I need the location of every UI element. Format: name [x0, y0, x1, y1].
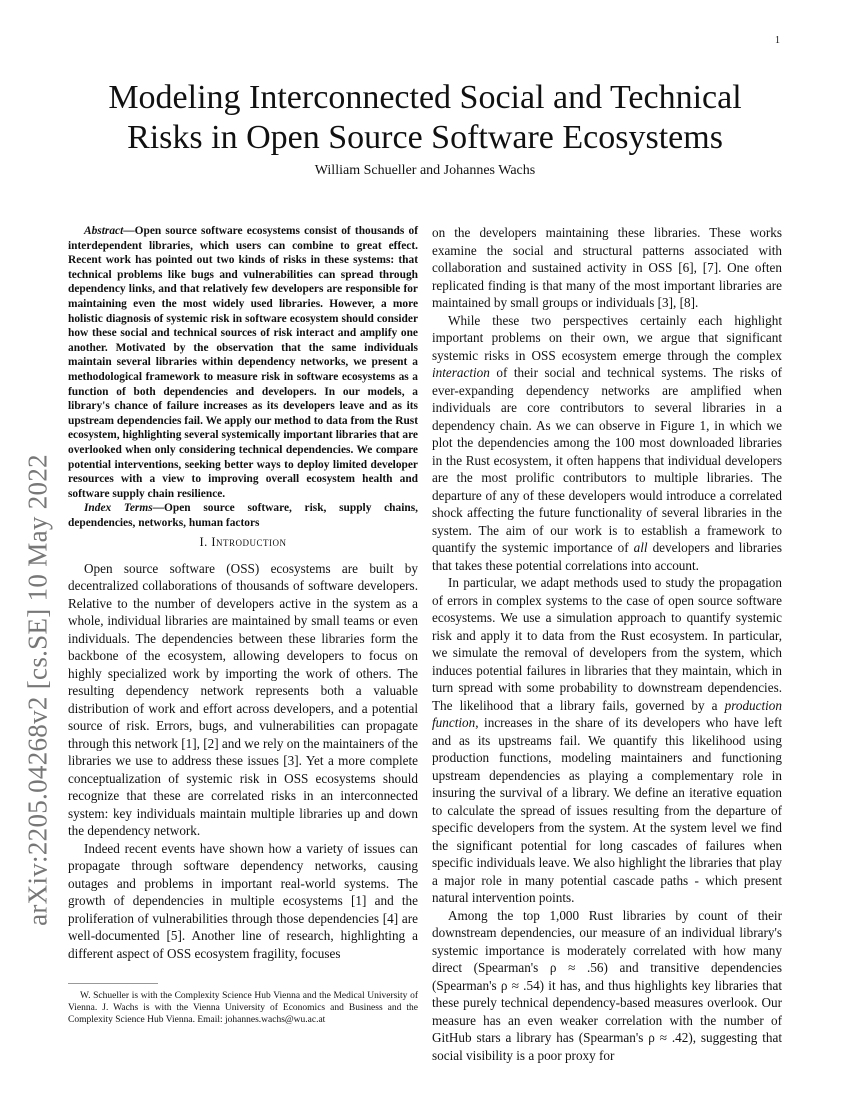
text-run: In particular, we adapt methods used to study the propagation of errors in complex systems to the case of open source software ecosystems. We use a simulation approach to quantify systemic risk and apply it to data from the Rust ecosystem. In particular, we simulate the removal of developers from the system, which induces potential failures in libraries that they maintain, which in turn spread with some probability to downstream dependencies. The likelihood that a library fails, governed by a	[432, 575, 782, 713]
paragraph: on the developers maintaining these libraries. These works examine the social and structural patterns associated with collaboration and sustained activity in OSS [6], [7]. One often replicated finding is that many of the most important libraries are maintained by small groups or individuals [3], [8].	[432, 225, 782, 310]
text-run: developers and libraries that takes these potential correlations into account.	[432, 540, 783, 573]
paragraph	[432, 574, 782, 907]
section-heading: I. Introduction	[199, 535, 287, 550]
authors: William Schueller and Johannes Wachs	[314, 163, 536, 178]
paragraph	[432, 312, 782, 575]
emphasis: production function	[432, 697, 782, 730]
title-line-2: Risks in Open Source Software Ecosystems	[127, 119, 723, 156]
abstract-text: —Open source software ecosystems consist of thousands of interdependent libraries, which users can combine to great effect. Recent work has pointed out two kinds of risks in these systems: that technical problems like bugs and vulnerabilities can spread through dependency links, and that relatively few developers are responsible for maintaining even the most widely used libraries. However, a more holistic diagnosis of systemic risk in software ecosystem should consider how these social and technical sources of risk interact and amplify one another. Motivated by the observation that the same individuals maintain several libraries within dependency networks, we present a methodological framework to measure risk in software ecosystems as a function of both dependencies and developers. In our models, a library's chance of failure increases as its developers leave and as its upstream dependencies fail. We apply our method to data from the Rust ecosystem, highlighting several systemically important libraries that are overlooked when only considering technical dependencies. We compare potential interventions, seeking better ways to deploy limited developer resources with a view to improving overall ecosystem health and software supply chain resilience.	[68, 225, 418, 500]
emphasis: all	[633, 540, 648, 555]
paragraph: Among the top 1,000 Rust libraries by count of their downstream dependencies, our measure of an individual library's systemic importance is moderately correlated with how many direct (Spearman's ρ ≈ .56) and transitive dependencies (Spearman's ρ ≈ .54) it has, and thus highlights key libraries that these purely technical dependency-based measures overlook. Our measure has an even weaker correlation with the number of GitHub stars a library has (Spearman's ρ ≈ .42), suggesting that social visibility is a poor proxy for	[432, 907, 782, 1063]
arxiv-stamp-text: arXiv:2205.04268v2 [cs.SE] 10 May 2022	[22, 454, 53, 926]
index-terms-label: Index Terms	[84, 502, 153, 515]
paper-title	[70, 78, 780, 158]
right-column	[432, 224, 782, 1064]
title-line-1: Modeling Interconnected Social and Technical	[108, 79, 742, 116]
text-run: , increases in the share of its developers who have left and as its upstreams fail. We quantify this likelihood using production functions, modeling maintainers and functioning upstream dependencies as playing a complementary role in insuring the survival of a library. We define an iterative equation to calculate the spread of issues resulting from the departure of specific developers from the system. At the system level we find the significant potential for long cascades of failures when specific individuals leave. We also highlight the libraries that play a major role in many potential cascade paths - which present natural intervention points.	[432, 715, 782, 905]
left-column	[68, 224, 418, 962]
footnote: W. Schueller is with the Complexity Science Hub Vienna and the Medical University of Vienna. J. Wachs is with the Vienna University of Economics and Business and the Complexity Science Hub Vienna. Email: johannes.wachs@wu.ac.at	[68, 991, 418, 1025]
paragraph: Indeed recent events have shown how a variety of issues can propagate through software dependency networks, causing outages and problems in important real-world systems. The growth of dependencies in multiple ecosystems [1] and the proliferation of vulnerabilities through those dependencies [4] are well-documented [5]. Another line of research, highlighting a different aspect of OSS ecosystem fragility, focuses	[68, 840, 418, 961]
emphasis: interaction	[432, 365, 490, 380]
index-terms	[68, 501, 418, 530]
text-run: While these two perspectives certainly each highlight important problems on their own, we argue that significant systemic risks in OSS ecosystem emerge through the complex	[432, 312, 782, 363]
index-terms-text: —Open source software, risk, supply chains, dependencies, networks, human factors	[68, 502, 418, 529]
abstract	[68, 224, 418, 501]
footnote-rule	[68, 983, 158, 984]
abstract-label: Abstract	[84, 225, 124, 237]
text-run: of their social and technical systems. The risks of ever-expanding dependency networks are amplified when individuals are core contributors to several libraries in a dependency chain. As we can observe in Figure 1, in which we plot the dependencies among the 100 most downloaded libraries in the Rust ecosystem, it often happens that individual developers are the most prolific contributors to multiple libraries. The departure of any of these developers would introduce a correlated shock affecting the future functionality of several libraries in the system. The aim of our work is to establish a framework to quantify the systemic importance of	[432, 365, 782, 555]
arxiv-stamp	[18, 290, 58, 926]
page-number: 1	[775, 35, 780, 46]
paragraph: Open source software (OSS) ecosystems are built by decentralized collaborations of thousands of software developers. Relative to the number of developers active in the system as a whole, individual libraries are maintained by small teams or even individuals. The dependencies between these libraries form the backbone of the ecosystem, allowing developers to focus on highly specialized work by importing the work of others. The resulting dependency network represents both a valuable distribution of work and effort across developers, and a potential source of risk. Errors, bugs, and vulnerabilities can propagate through this network [1], [2] and we rely on the maintainers of the libraries we use to address these issues [3]. Yet a more complete conceptualization of systemic risk in OSS ecosystems should recognize that these are correlated risks in an interconnected system: key individuals maintain multiple libraries up and down the dependency network.	[68, 560, 418, 839]
